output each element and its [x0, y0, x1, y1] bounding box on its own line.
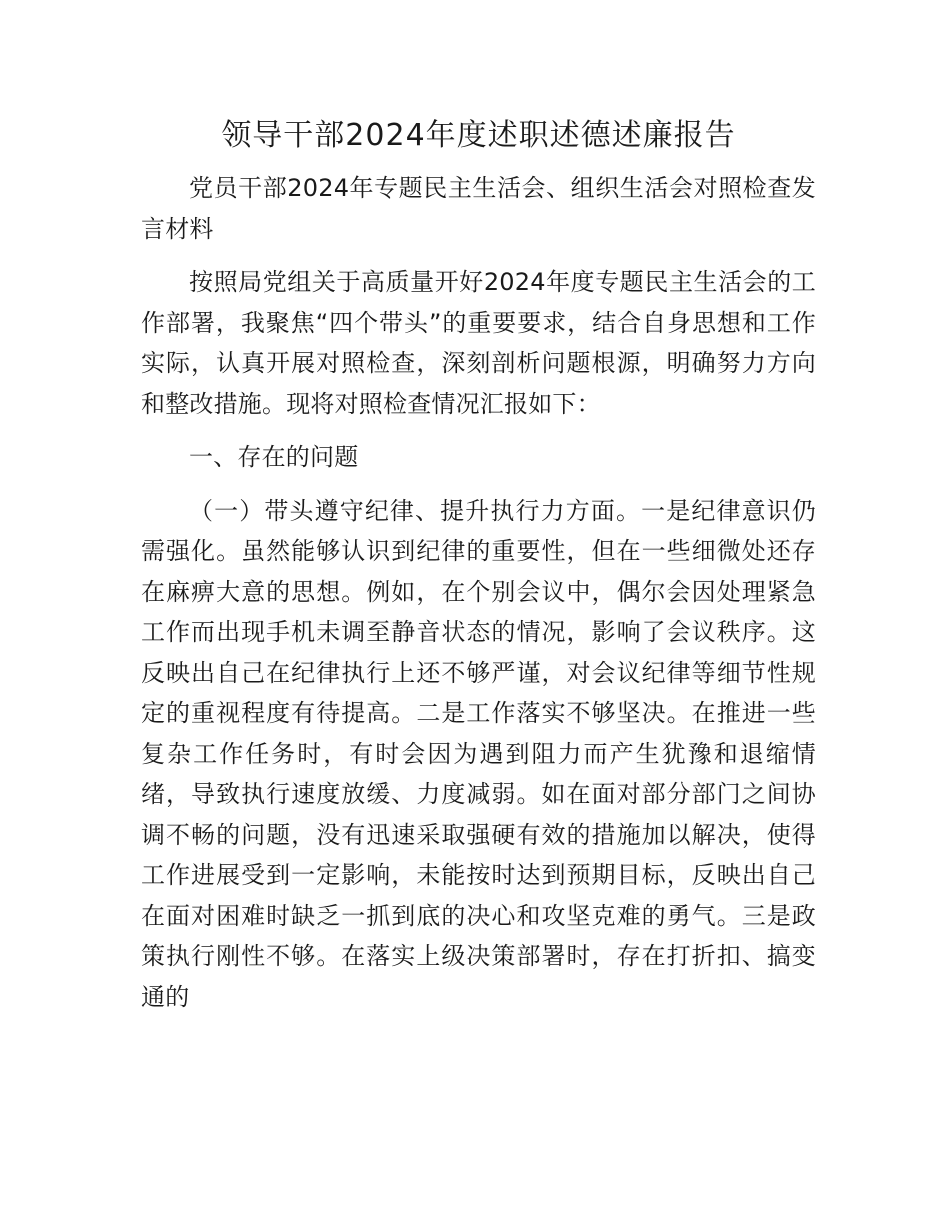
section-body-paragraph: （一）带头遵守纪律、提升执行力方面。一是纪律意识仍需强化。虽然能够认识到纪律的重要性，但在一些细微处还存在麻痹大意的思想。例如，在个别会议中，偶尔会因处理紧急工作而出现手机未调至静音状态的情况，影响了会议秩序。这反映出自己在纪律执行上还不够严谨，对会议纪律等细节性规定的重视程度有待提高。二是工作落实不够坚决。在推进一些复杂工作任务时，有时会因为遇到阻力而产生犹豫和退缩情绪，导致执行速度放缓、力度减弱。如在面对部分部门之间协调不畅的问题，没有迅速采取强硬有效的措施加以解决，使得工作进展受到一定影响，未能按时达到预期目标，反映出自己在面对困难时缺乏一抓到底的决心和攻坚克难的勇气。三是政策执行刚性不够。在落实上级决策部署时，存在打折扣、搞变通的	[141, 496, 816, 1011]
document-title: 领导干部2024年度述职述德述廉报告	[221, 118, 736, 153]
section-heading: 一、存在的问题	[189, 443, 359, 471]
document-subtitle: 党员干部2024年专题民主生活会、组织生活会对照检查发言材料	[141, 174, 816, 243]
intro-paragraph: 按照局党组关于高质量开好2024年度专题民主生活会的工作部署，我聚焦“四个带头”的重要要求，结合自身思想和工作实际，认真开展对照检查，深刻剖析问题根源，明确努力方向和整改措施。现将对照检查情况汇报如下：	[141, 268, 816, 418]
document-content	[141, 108, 816, 1017]
